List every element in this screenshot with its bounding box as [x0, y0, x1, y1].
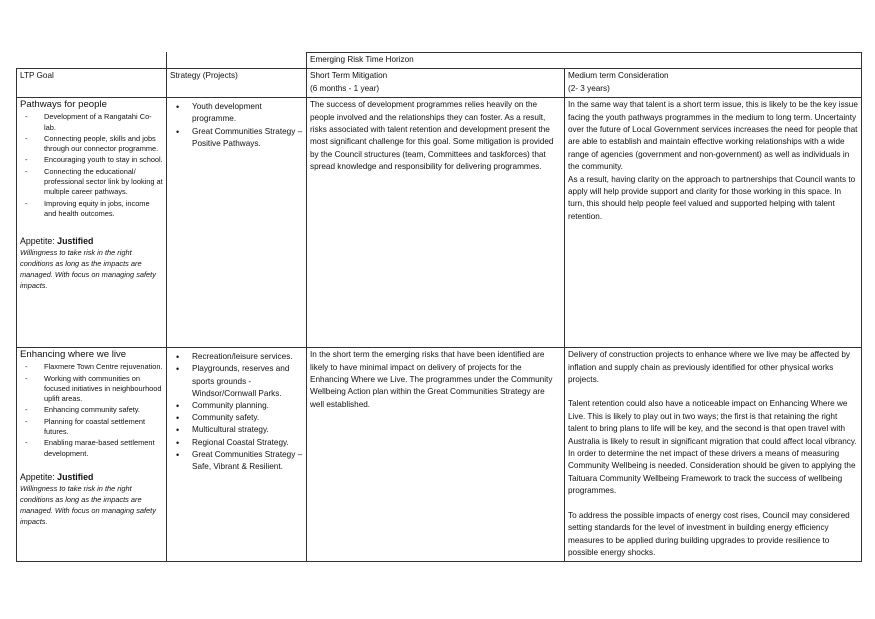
list-item: - Flaxmere Town Centre rejuvenation. [20, 362, 163, 372]
medium-term-text: Talent retention could also have a noticeable impact on Enhancing Where we Live. This is likely to play out in two ways; the first is that retaining the right talent to bring plans to life will be key, and the second is that open travel with Australia is likely to result in significant migration that could affect local vibrancy. In order to determine the net impact of these drivers a means of measuring Community Wellbeing is needed. Consideration should be given to applying the Taituara Community Wellbeing Framework to track the success of wellbeing programmes. [568, 399, 857, 496]
col-header-medium-term [565, 69, 862, 98]
blank-cell [17, 53, 167, 69]
strategy-cell [167, 98, 307, 348]
paragraph-gap [568, 498, 858, 510]
blank-cell [167, 53, 307, 69]
medium-term-text: In the same way that talent is a short term issue, this is likely to be the key issue facing the youth pathways programmes in the medium to long term. Uncertainty over the future of Local Government services increases the need for people that are able to establish and maintain effective working relationships with a wide range of agencies (government and non-government) as well as individuals in the community. [568, 100, 858, 172]
list-item: - Improving equity in jobs, income and health outcomes. [20, 199, 163, 220]
list-item: • Youth development programme. [170, 101, 303, 125]
medium-term-cell [565, 348, 862, 562]
appetite-value: Justified [57, 236, 94, 247]
appetite-line [20, 471, 163, 483]
goal-item-list [20, 112, 163, 219]
column-header-row [17, 69, 862, 98]
col-header-strategy: Strategy (Projects) [167, 69, 307, 98]
list-item: • Multicultural strategy. [170, 424, 303, 436]
strategy-cell [167, 348, 307, 562]
short-term-cell [307, 98, 565, 348]
col-header-short-term-range: (6 months - 1 year) [310, 83, 380, 93]
list-item: • Community safety. [170, 412, 303, 424]
list-item: - Connecting people, skills and jobs through our connector programme. [20, 134, 163, 155]
goal-title: Enhancing where we live [20, 349, 127, 361]
list-item: - Planning for coastal settlement futures. [20, 417, 163, 438]
medium-term-text: To address the possible impacts of energy cost rises, Council may considered setting standards for the level of investment in building energy efficiency measures to be applied during building upgrades to provide resilience to possible energy shocks. [568, 510, 850, 557]
appetite-note: Willingness to take risk in the right conditions as long as the impacts are managed. With focus on managing safety impacts. [20, 483, 156, 526]
col-header-medium-term-label: Medium term Consideration [568, 71, 669, 81]
goal-cell [17, 348, 167, 562]
appetite-value: Justified [57, 471, 94, 482]
appetite-line [20, 235, 163, 247]
list-item: • Recreation/leisure services. [170, 351, 303, 363]
short-term-cell [307, 348, 565, 562]
appetite-label: Appetite: [20, 471, 58, 482]
table-row [17, 348, 862, 562]
col-header-short-term-label: Short Term Mitigation [310, 71, 388, 81]
list-item: • Regional Coastal Strategy. [170, 437, 303, 449]
list-item: - Development of a Rangatahi Co-lab. [20, 112, 163, 133]
list-item: • Playgrounds, reserves and sports grounds - Windsor/Cornwall Parks. [170, 363, 303, 400]
table-row [17, 98, 862, 348]
strategy-list [170, 101, 303, 150]
appetite-label: Appetite: [20, 236, 58, 247]
goal-title: Pathways for people [20, 99, 107, 111]
medium-term-text: Delivery of construction projects to enhance where we live may be affected by inflation and supply chain as previously identified for other physical works projects. [568, 350, 851, 385]
list-item: - Connecting the educational/ professional sector link by looking at multiple career pathways. [20, 167, 163, 198]
horizon-header: Emerging Risk Time Horizon [307, 53, 862, 69]
list-item: - Enabling marae-based settlement development. [20, 438, 163, 459]
goal-item-list [20, 362, 163, 459]
col-header-goal: LTP Goal [17, 69, 167, 98]
risk-table [16, 52, 862, 562]
col-header-short-term [307, 69, 565, 98]
paragraph-gap [568, 386, 858, 398]
short-term-text: The success of development programmes relies heavily on the people involved and the relationships they can foster. As a result, risks associated with talent retention and development present the most significant challenge for this goal. Some mitigation is provided by the Council structures (team, Committees and taskforces) that spread knowledge and responsibility for delivering programmes. [310, 100, 554, 172]
list-item: • Great Communities Strategy – Safe, Vibrant & Resilient. [170, 449, 303, 473]
horizon-header-row [17, 53, 862, 69]
list-item: • Community planning. [170, 400, 303, 412]
goal-cell [17, 98, 167, 348]
strategy-list [170, 351, 303, 473]
medium-term-cell [565, 98, 862, 348]
list-item: - Working with communities on focused initiatives in neighbourhood uplift areas. [20, 374, 163, 405]
col-header-medium-term-range: (2- 3 years) [568, 83, 610, 93]
list-item: - Encouraging youth to stay in school. [20, 155, 163, 165]
appetite-note: Willingness to take risk in the right conditions as long as the impacts are managed. With focus on managing safety impacts. [20, 248, 156, 291]
medium-term-text: As a result, having clarity on the approach to partnerships that Council wants to apply will help provide support and clarity for those working in this space. In turn, this should help people feel valued and supported helping with talent retention. [568, 174, 856, 221]
short-term-text: In the short term the emerging risks that have been identified are likely to have minimal impact on delivery of projects for the Enhancing Where we Live. The programmes under the Community Wellbeing Action plan within the Great Communities Strategy are well established. [310, 350, 553, 409]
list-item: • Great Communities Strategy – Positive Pathways. [170, 126, 303, 150]
list-item: - Enhancing community safety. [20, 405, 163, 415]
